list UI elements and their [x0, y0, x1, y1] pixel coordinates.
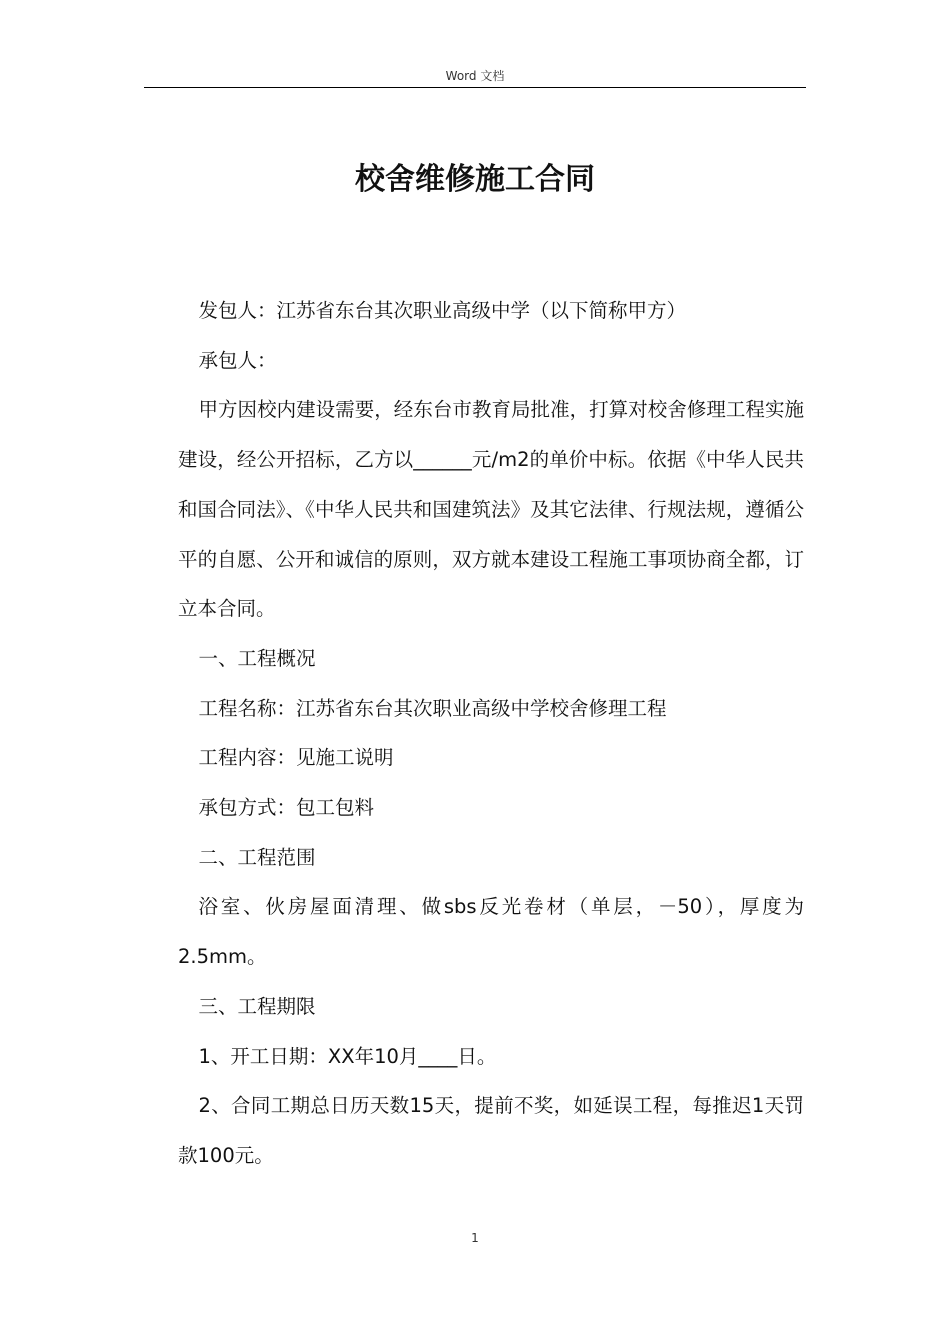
paragraph-preamble: 甲方因校内建设需要，经东台市教育局批准，打算对校舍修理工程实施建设，经公开招标，乙方以______元/m2的单价中标。依据《中华人民共和国合同法》、《中华人民共和国建筑法》及其它法律、行规法规，遵循公平的自愿、公开和诚信的原则，双方就本建设工程施工事项协商全都，订立本合同。 — [178, 398, 804, 621]
paragraph-duration: 2、合同工期总日历天数15天，提前不奖，如延误工程，每推迟1天罚款100元。 — [178, 1094, 804, 1167]
page-header: Word 文档 — [445, 69, 505, 83]
section-heading-overview: 一、工程概况 — [198, 646, 316, 670]
document-body — [178, 286, 804, 1181]
section-heading-period: 三、工程期限 — [198, 994, 316, 1018]
document-title: 校舍维修施工合同 — [355, 162, 595, 197]
paragraph-contractor: 承包人： — [198, 348, 277, 372]
paragraph-contract-method: 承包方式：包工包料 — [198, 796, 374, 820]
paragraph-project-content: 工程内容：见施工说明 — [198, 746, 394, 770]
paragraph-employer: 发包人：江苏省东台其次职业高级中学（以下简称甲方） — [198, 299, 686, 322]
header-divider — [144, 87, 806, 88]
paragraph-start-date: 1、开工日期：XX年10月____日。 — [198, 1044, 497, 1068]
section-heading-scope: 二、工程范围 — [198, 845, 316, 869]
page-number: 1 — [471, 1231, 479, 1245]
paragraph-scope-detail: 浴室、伙房屋面清理、做sbs反光卷材（单层，－50），厚度为2.5mm。 — [178, 895, 804, 969]
paragraph-project-name: 工程名称：江苏省东台其次职业高级中学校舍修理工程 — [198, 696, 667, 720]
